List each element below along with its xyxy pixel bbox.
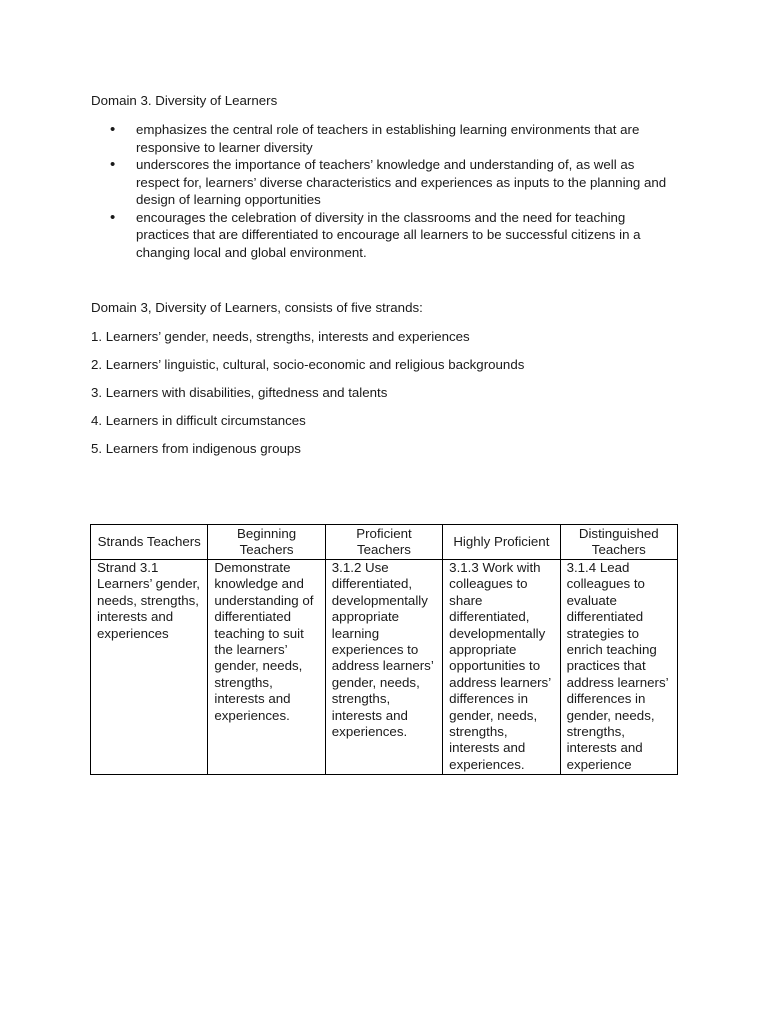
bullet-text: emphasizes the central role of teachers in establishing learning environments that are responsive to learner diversity (136, 122, 640, 155)
table-header-row (91, 525, 678, 560)
bullet-icon: • (110, 121, 116, 138)
strand-item: 2. Learners’ linguistic, cultural, socio-economic and religious backgrounds (91, 357, 525, 372)
domain-bullet-list (110, 121, 670, 261)
strand-item: 3. Learners with disabilities, giftedness and talents (91, 385, 388, 400)
cell-strand: Strand 3.1 Learners’ gender, needs, strengths, interests and experiences (91, 560, 208, 775)
header-beginning: Beginning Teachers (208, 525, 325, 560)
bullet-item (110, 121, 670, 156)
strand-list (91, 329, 524, 469)
header-proficient: Proficient Teachers (325, 525, 442, 560)
header-strands: Strands Teachers (91, 525, 208, 560)
cell-distinguished: 3.1.4 Lead colleagues to evaluate differentiated strategies to enrich teaching practices that address learners’ differences in gender, needs, strengths, interests and experience (560, 560, 677, 775)
strand-item: 1. Learners’ gender, needs, strengths, interests and experiences (91, 329, 470, 344)
bullet-icon: • (110, 208, 116, 226)
bullet-text: underscores the importance of teachers’ knowledge and understanding of, as well as respect for, learners’ diverse characteristics and experiences as inputs to the planning and design of learning opportunities (136, 157, 667, 207)
table-row (91, 560, 678, 775)
bullet-text: encourages the celebration of diversity in the classrooms and the need for teaching practices that are differentiated to encourage all learners to be successful citizens in a changing local and global environment. (136, 209, 641, 260)
strand-item: 5. Learners from indigenous groups (91, 441, 301, 456)
strand-table (90, 524, 678, 775)
bullet-item (110, 156, 670, 209)
cell-proficient: 3.1.2 Use differentiated, developmentally appropriate learning experiences to address learners’ gender, needs, strengths, interests and experiences. (325, 560, 442, 775)
bullet-icon: • (110, 156, 116, 173)
strand-item: 4. Learners in difficult circumstances (91, 413, 306, 428)
cell-highly-proficient: 3.1.3 Work with colleagues to share differentiated, developmentally appropriate opportunities to address learners’ differences in gender, needs, strengths, interests and experiences. (443, 560, 560, 775)
strands-intro: Domain 3, Diversity of Learners, consists of five strands: (91, 300, 423, 315)
bullet-item (110, 209, 670, 262)
header-distinguished: Distinguished Teachers (560, 525, 677, 560)
cell-beginning: Demonstrate knowledge and understanding of differentiated teaching to suit the learners’ gender, needs, strengths, interests and experiences. (208, 560, 325, 775)
header-highly-proficient: Highly Proficient (443, 525, 560, 560)
domain-heading: Domain 3. Diversity of Learners (91, 93, 278, 108)
